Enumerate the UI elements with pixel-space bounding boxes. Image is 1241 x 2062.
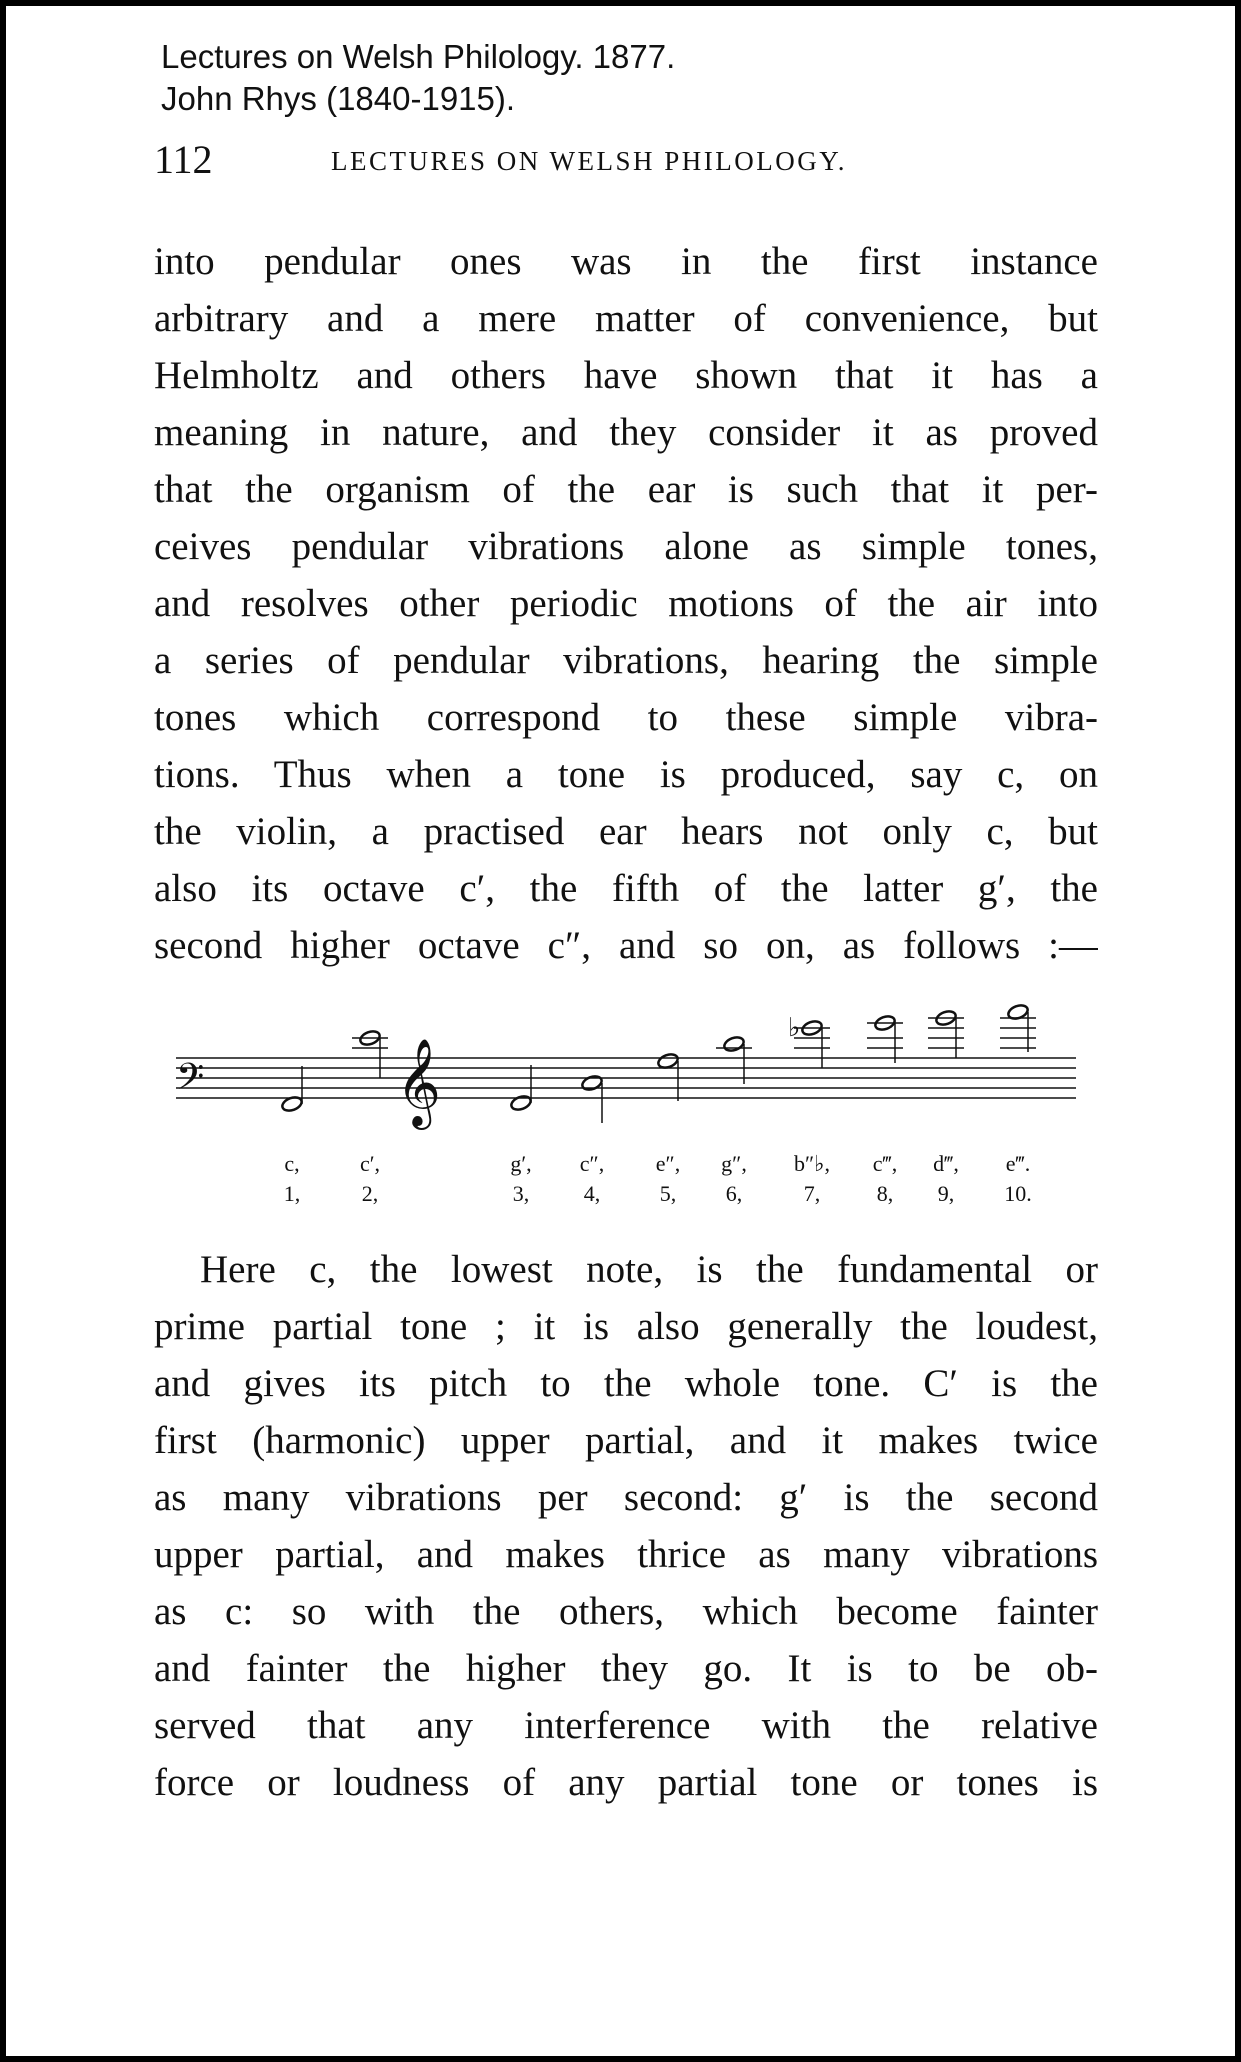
paragraph-2: [154, 1241, 1098, 1811]
text-line: prime partial tone ; it is also generally the loudest,: [154, 1305, 1098, 1348]
text-line: into pendular ones was in the first instance: [154, 240, 1098, 283]
partial-number: 8,: [876, 1181, 894, 1206]
partial-number: 5,: [659, 1181, 677, 1206]
text-line: first (harmonic) upper partial, and it makes twice: [154, 1419, 1098, 1462]
citation: [161, 36, 675, 120]
text-line: force or loudness of any partial tone or tones is: [154, 1761, 1098, 1804]
note-name: b″♭,: [793, 1151, 831, 1176]
text-line: and fainter the higher they go. It is to be ob-: [154, 1647, 1098, 1690]
harmonic-series-notation: [176, 996, 1076, 1216]
text-line: arbitrary and a mere matter of convenience, but: [154, 297, 1098, 340]
partial-number: 9,: [937, 1181, 955, 1206]
partial-number: 10.: [1004, 1181, 1032, 1206]
page-number: 112: [154, 137, 213, 182]
text-line: and gives its pitch to the whole tone. C′ is the: [154, 1362, 1098, 1405]
bass-clef-icon: 𝄢: [176, 1056, 205, 1107]
text-line: Here c, the lowest note, is the fundamental or: [200, 1248, 1098, 1291]
note-name: g′,: [510, 1151, 532, 1176]
text-line: also its octave c′, the fifth of the latter g′, the: [154, 867, 1098, 910]
running-head: [154, 136, 1094, 184]
partial-number: 7,: [803, 1181, 821, 1206]
note-name: c,: [284, 1151, 300, 1176]
note-name: c″,: [579, 1151, 605, 1176]
citation-author: John Rhys (1840-1915).: [161, 80, 516, 117]
note-name: g″,: [721, 1151, 747, 1176]
text-line: Helmholtz and others have shown that it has a: [154, 354, 1098, 397]
note-head: [510, 1094, 533, 1112]
book-page: [6, 6, 1235, 2056]
text-line: second higher octave c″, and so on, as follows :—: [154, 924, 1098, 967]
text-line: served that any interference with the relative: [154, 1704, 1098, 1747]
note-name: e‴.: [1005, 1151, 1031, 1176]
text-line: as c: so with the others, which become fainter: [154, 1590, 1098, 1633]
text-line: meaning in nature, and they consider it as proved: [154, 411, 1098, 454]
citation-title: Lectures on Welsh Philology. 1877.: [161, 38, 676, 75]
text-line: and resolves other periodic motions of the air into: [154, 582, 1098, 625]
note-name: e″,: [655, 1151, 681, 1176]
partial-number: 1,: [283, 1181, 301, 1206]
note-head: [581, 1074, 604, 1092]
text-line: tones which correspond to these simple vibra-: [154, 696, 1098, 739]
text-line: the violin, a practised ear hears not only c, but: [154, 810, 1098, 853]
paragraph-1: [154, 233, 1098, 974]
text-line: a series of pendular vibrations, hearing the simple: [154, 639, 1098, 682]
music-staff: [176, 996, 1076, 1146]
note-name: c′,: [359, 1151, 381, 1176]
text-line: upper partial, and makes thrice as many vibrations: [154, 1533, 1098, 1576]
flat-icon: ♭: [788, 1013, 801, 1043]
text-line: as many vibrations per second: g′ is the second: [154, 1476, 1098, 1519]
partial-number: 3,: [512, 1181, 530, 1206]
partial-number: 6,: [725, 1181, 743, 1206]
text-line: tions. Thus when a tone is produced, say c, on: [154, 753, 1098, 796]
partial-number: 4,: [583, 1181, 601, 1206]
note-name: c‴,: [872, 1151, 898, 1176]
text-line: ceives pendular vibrations alone as simple tones,: [154, 525, 1098, 568]
note-head: [723, 1035, 746, 1053]
note-name: d‴,: [933, 1151, 959, 1176]
running-title: LECTURES ON WELSH PHILOLOGY.: [331, 146, 848, 176]
text-line: that the organism of the ear is such that it per-: [154, 468, 1098, 511]
treble-clef-icon: 𝄞: [396, 1037, 441, 1126]
partial-number: 2,: [361, 1181, 379, 1206]
